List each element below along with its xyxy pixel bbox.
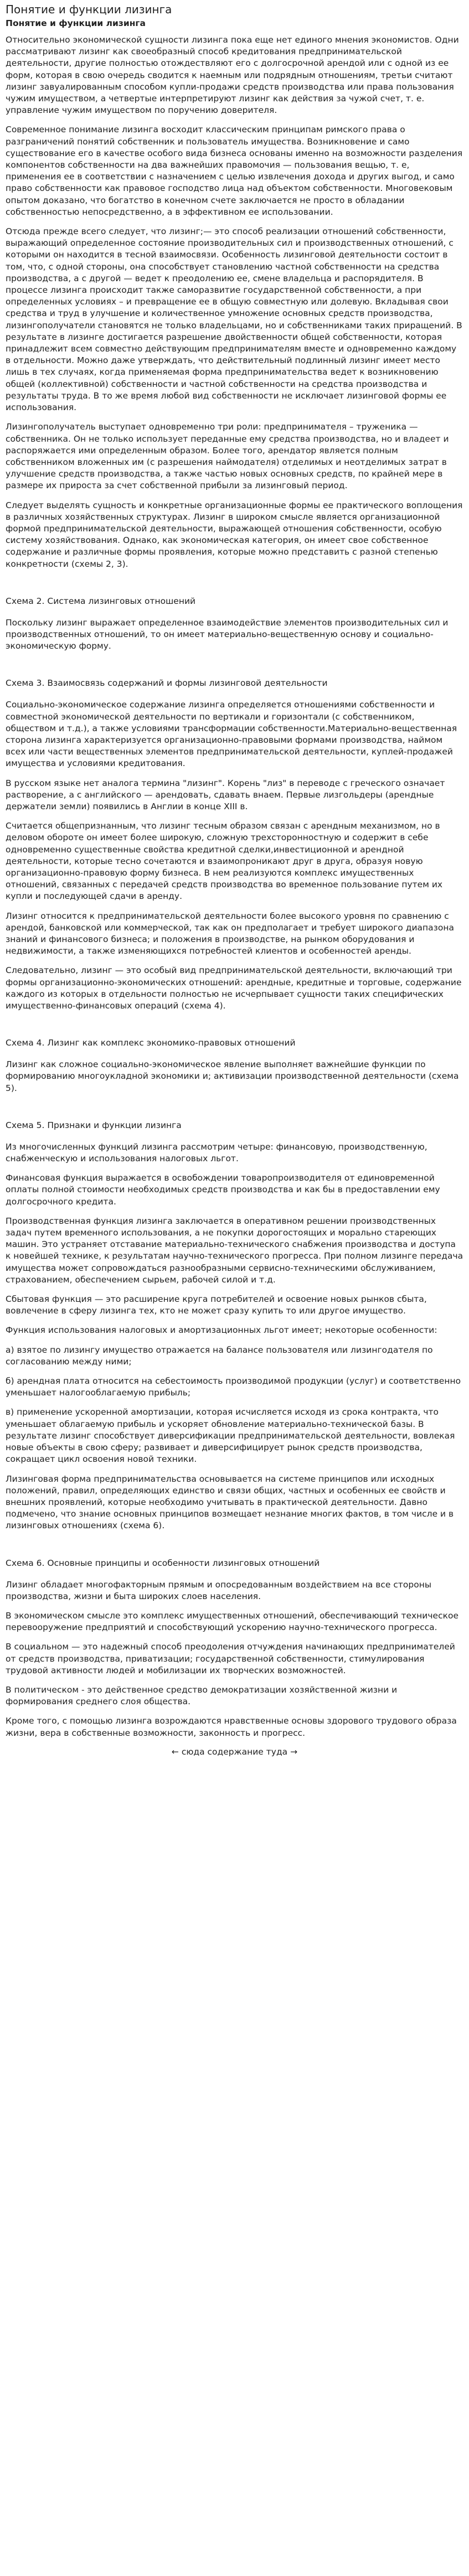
- page-title: Понятие и функции лизинга: [6, 3, 172, 16]
- paragraph: Современное понимание лизинга восходит классическим принципам римского права о разграничений понятий собственник и пользователь имущества. Возникновение и само существование его в качестве особого вида бизнеса основаны именно на возможности разделения компонентов собственности на два важнейших правомочия — пользования вещью, т. е, применения ее в соответствии с назначением с целью извлечения дохода и других выгод, и само право собственности как правовое господство лица над объектом собственности. Многовековым опытом доказано, что богатство в конечном счете заключается не просто в обладании собственностью непосредственно, а в эффективном ее использовании.: [6, 125, 463, 217]
- paragraph: Следует выделять сущность и конкретные организационные формы ее практического воплощения в различных хозяйственных структурах. Лизинг в широком смысле является организационной формой предпринимательской деятельности, выражающей отношения собственности, особую систему хозяйствования. Однако, как экономическая категория, он имеет свое собственное содержание и различные формы проявления, которые можно представить с разной степенью конкретности (схемы 2, 3).: [6, 500, 463, 569]
- paragraph: Лизингополучатель выступает одновременно три роли: предпринимателя – труженика — собственника. Он не только использует переданные ему средства производства, но и владеет и распоряжается ими определенным образом. Более того, арендатор является полным собственником вложенных им (с разрешения наймодателя) отделимых и неотделимых затрат в улучшение средств производства, а также частью новых основных средств, по крайней мере в размере их прироста за счет собственной прибыли за лизинговый период.: [6, 422, 449, 491]
- paragraph: Лизинговая форма предпринимательства основывается на системе принципов или исходных положений, правил, определяющих единство и связи общих, частных и особенных ее свойств и внешних проявлений, которые необходимо учитывать в практической деятельности. Давно подмечено, что знание основных принципов возмещает незнание многих фактов, в том числе и в лизинговых отношениях (схема 6).: [6, 1473, 454, 1531]
- paragraph: Поскольку лизинг выражает определенное взаимодействие элементов производительных сил и производственных отношений, то он имеет материально-вещественную основу и социально-экономическую форму.: [6, 617, 449, 651]
- paragraph: Социально-экономическое содержание лизинга определяется отношениями собственности и совместной экономической деятельности по вертикали и горизонтали (с собственником, обществом и т.д.), а также условиями трансформации собственности.Материально-вещественная сторона лизинга характеризуется организационно-правовыми формами производства, наймом всех или части вещественных элементов предпринимательской деятельности, куплей-продажей имущества и условиями кредитования.: [6, 700, 457, 769]
- paragraph: Следовательно, лизинг — это особый вид предпринимательской деятельности, включающий три формы организационно-экономических отношений: арендные, кредитные и торговые, содержание каждого из которых в отдельности полностью не исчерпывает сущности таких специфических имущественно-финансовых операций (схема 4).: [6, 965, 462, 1011]
- scheme-caption-6: Схема 6. Основные принципы и особенности лизинговых отношений: [6, 1558, 320, 1568]
- spacer: [6, 660, 463, 670]
- spacer: [6, 1020, 463, 1030]
- paragraph: б) арендная плата относится на себестоимость производимой продукции (услуг) и соответственно уменьшает налогооблагаемую прибыль;: [6, 1376, 461, 1398]
- paragraph: Кроме того, с помощью лизинга возрождаются нравственные основы здорового трудового образа жизни, вера в собственные возможности, законность и прогресс.: [6, 1716, 457, 1738]
- section-2: [6, 617, 463, 653]
- spacer: [6, 578, 463, 588]
- paragraph: Производственная функция лизинга заключается в оперативном решении производственных задач путем временного использования, а не покупки дорогостоящих и морально стареющих машин. Это устраняет отставание материально-технического снабжения производства и доступа к новейшей технике, к результатам научно-технического прогресса. При полном лизинге передача имущества может сопровождаться разнообразными сервисно-техническими обслуживанием, страхованием, обеспечением сырьем, рабочей силой и т.д.: [6, 1215, 463, 1285]
- scheme-caption-2: Схема 2. Система лизинговых отношений: [6, 596, 196, 606]
- paragraph: Сбытовая функция — это расширение круга потребителей и освоение новых рынков сбыта, вовлечение в сферу лизинга тех, кто не может сразу купить то или другое имущество.: [6, 1294, 427, 1316]
- section-4: [6, 1059, 463, 1094]
- section-intro: [6, 34, 463, 570]
- paragraph: Лизинг как сложное социально-экономическое явление выполняет важнейшие функции по формированию многоукладной экономики и; активизации производственной деятельности (схема 5).: [6, 1059, 459, 1093]
- paragraph: Считается общепризнанным, что лизинг тесным образом связан с арендным механизмом, но в деловом обороте он имеет более широкую, сложную трехсторонностную и содержит в себе одновременно существенные свойства кредитной сделки,инвестиционной и арендной деятельности, которые тесно сочетаются и взаимопроникают друг в друга, образуя новую организационно-правовую форму бизнеса. В нем реализуются комплекс имущественных отношений, связанных с передачей средств производства во временное пользование путем их купли и последующей сдачи в аренду.: [6, 821, 443, 902]
- paragraph: Из многочисленных функций лизинга рассмотрим четыре: финансовую, производственную, снабженческую и использования налоговых льгот.: [6, 1141, 427, 1164]
- spacer: [6, 1540, 463, 1550]
- section-3: [6, 699, 463, 1012]
- paragraph: Функция использования налоговых и амортизационных льгот имеет; некоторые особенности:: [6, 1325, 437, 1336]
- paragraph: Относительно экономической сущности лизинга пока еще нет единого мнения экономистов. Одни рассматривают лизинг как своеобразный способ кредитования предпринимательской деятельности, другие полностью отождествляют его с долгосрочной арендой или с одной из ее форм, которая в свою очередь сводится к наемным или подрядным отношениям, третьи считают лизинг завуалированным способом купли-продажи средств производства или права пользования чужим имуществом, а четвертые интерпретируют лизинг как действия за чужой счет, т. е. управление чужим имуществом по поручению доверителя.: [6, 35, 459, 116]
- spacer: [6, 1102, 463, 1112]
- paragraph: а) взятое по лизингу имущество отражается на балансе пользователя или лизингодателя по согласованию между ними;: [6, 1344, 433, 1367]
- article-subtitle: Понятие и функции лизинга: [6, 18, 146, 28]
- paragraph: в) применение ускоренной амортизации, которая исчисляется исходя из срока контракта, что уменьшает облагаемую прибыль и ускоряет обновление материально-технической базы. В результате лизинг способствует диверсификации предпринимательской деятельности, вовлекая новые объекты в свою сферу; развивает и диверсифицирует рынок средств производства, сокращает цикл освоения новой техники.: [6, 1407, 455, 1465]
- scheme-caption-5: Схема 5. Признаки и функции лизинга: [6, 1120, 182, 1130]
- paragraph: В русском языке нет аналога термина "лизинг". Корень "лиз" в переводе с греческого означает растворение, а с английского — арендовать, сдавать внаем. Первые лизгольдеры (арендные держатели земли) появились в Англии в конце XIII в.: [6, 778, 445, 811]
- paragraph: Лизинг относится к предпринимательской деятельности более высокого уровня по сравнению с арендой, банковской или коммерческой, так как он предполагает и требует широкого диапазона знаний и финансового бизнеса; и положения в производстве, на рынком оборудования и недвижимости, а также изменяющихся потребностей клиентов и особенностей аренды.: [6, 911, 455, 956]
- paragraph: В экономическом смысле это комплекс имущественных отношений, обеспечивающий техническое перевооружение предприятий и способствующий ускорению научно-технического прогресса.: [6, 1610, 458, 1633]
- section-6: [6, 1579, 463, 1739]
- section-5: [6, 1141, 463, 1532]
- scheme-caption-3: Схема 3. Взаимосвязь содержаний и формы лизинговой деятельности: [6, 678, 328, 689]
- paragraph: В социальном — это надежный способ преодоления отчуждения начинающих предпринимателей от средств производства, приватизации; государственной собственности, стимулирования трудовой активности людей и мобилизации их творческих возможностей.: [6, 1642, 455, 1675]
- paragraph: В политическом - это действенное средство демократизации хозяйственной жизни и формирования среднего слоя общества.: [6, 1684, 398, 1707]
- paragraph: Лизинг обладает многофакторным прямым и опосредованным воздействием на все стороны производства, жизни и быта широких слоев населения.: [6, 1579, 432, 1601]
- paragraph: Отсюда прежде всего следует, что лизинг;— это способ реализации отношений собственности, выражающий определенное состояние производительных сил и производственных отношений, с которыми он находится в тесной взаимосвязи. Особенность лизинговой деятельности состоит в том, что, с одной стороны, она способствует становлению частной собственности на средства производства, а с другой — ведет к преодолению ее, смене владельца и распорядителя. В процессе лизинга происходит также саморазвитие государственной собственности, а при определенных условиях – и превращение ее в общую совместную или долевую. Вкладывая свои средства и труд в улучшение и количественное умножение основных средств производства, лизингополучатели становятся не только владельцами, но и собственниками таких приращений. В результате в лизинге достигается разрешение двойственности общей собственности, которая принадлежит всем совместно действующим предпринимателям вместе и одновременно каждому в отдельности. Можно даже утверждать, что действительный подлинный лизинг имеет место лишь в тех случаях, когда применяемая форма предпринимательства ведет к возникновению общей (коллективной) собственности и частной собственности на средства производства и результаты труда. В то же время любой вид собственности не исключает лизинговой формы ее использования.: [6, 226, 462, 413]
- navigation-link[interactable]: ← сюда содержание туда →: [171, 1746, 298, 1757]
- scheme-caption-4: Схема 4. Лизинг как комплекс экономико-правовых отношений: [6, 1038, 296, 1048]
- paragraph: Финансовая функция выражается в освобождении товаропроизводителя от единовременной оплаты полной стоимости необходимых средств производства и как бы в предоставлении ему долгосрочного кредита.: [6, 1173, 440, 1207]
